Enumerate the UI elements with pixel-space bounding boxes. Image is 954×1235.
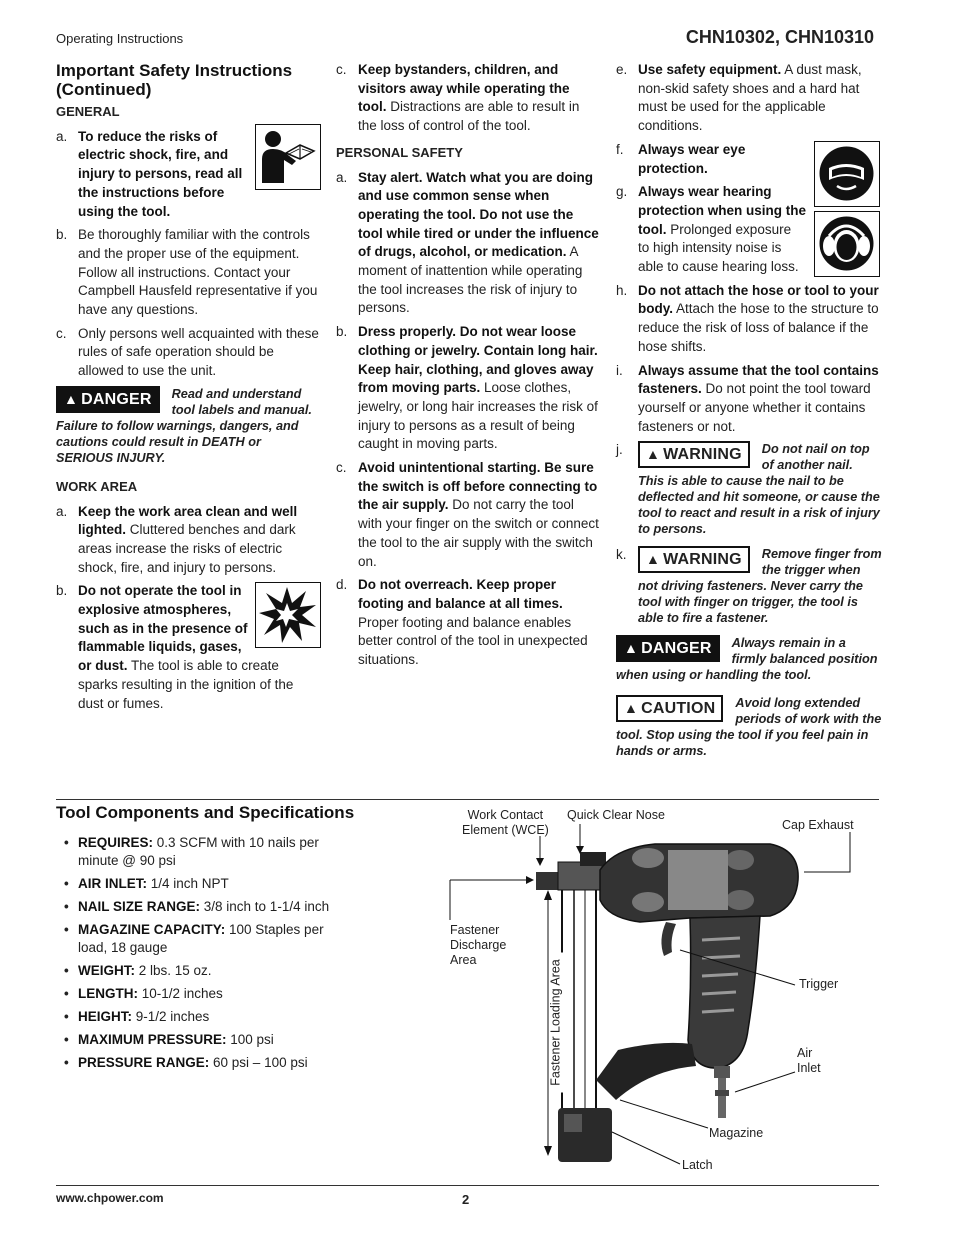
section-work-area: WORK AREA: [56, 478, 138, 494]
spec-value: 1/4 inch NPT: [147, 876, 229, 891]
column-personal-safety: [336, 61, 601, 675]
section-personal-safety: PERSONAL SAFETY: [336, 144, 463, 160]
spec-item: [64, 921, 344, 957]
danger-notice: ▲ DANGER Always remain in a firmly balanced position when using or handling the tool.: [616, 636, 878, 683]
spec-value: 2 lbs. 15 oz.: [135, 963, 212, 978]
warning-triangle-icon: ▲: [624, 700, 639, 717]
spec-value: 100 psi: [226, 1032, 274, 1047]
list-item: a. To reduce the risks of electric shock, fire, and injury to persons, read all the instructions before using the tool.: [56, 128, 321, 222]
latch-label: Latch: [682, 1158, 713, 1172]
warning-triangle-icon: ▲: [624, 640, 639, 657]
bullet: •: [64, 876, 69, 891]
spec-value: 10-1/2 inches: [138, 986, 223, 1001]
warning-badge: ▲ WARNING: [638, 441, 750, 468]
spec-label: LENGTH:: [78, 986, 138, 1001]
header-section-title: Operating Instructions: [56, 31, 184, 46]
warning-triangle-icon: ▲: [646, 551, 661, 568]
trigger-label: Trigger: [799, 977, 839, 991]
list-item: c. Only persons well acquainted with these rules of safe operation should be allowed to use the unit.: [56, 325, 319, 379]
list-item: a. Stay alert. Watch what you are doing and use common sense when operating the tool. Do not use the tool while tired or under the influence of drugs, alcohol, or medication. A moment of inattention while operating the tool increases the risk of injury to persons.: [336, 169, 599, 316]
spec-label: REQUIRES:: [78, 835, 154, 850]
spec-item: [64, 834, 344, 870]
specs-title: Tool Components and Specifications: [56, 803, 355, 822]
specs-list: [64, 834, 344, 1077]
danger-badge: ▲ DANGER: [616, 635, 720, 662]
list-item: j. ▲ WARNING Do not nail on top of another nail. This is able to cause the nail to be deflected and hit someone, or cause the tool to react and result in a risk of injury to persons.: [616, 442, 880, 537]
fastener-discharge-label: Fastener Discharge Area: [450, 923, 507, 967]
list-item: e. Use safety equipment. A dust mask, non-skid safety shoes and a hard hat must be used for the applicable conditions.: [616, 62, 862, 134]
page-number: 2: [462, 1192, 470, 1207]
warning-triangle-icon: ▲: [646, 446, 661, 463]
bullet: •: [64, 1055, 69, 1070]
spec-value: 60 psi – 100 psi: [209, 1055, 308, 1070]
read-manual-icon: [255, 124, 321, 190]
caution-badge: ▲ CAUTION: [616, 695, 723, 722]
cap-exhaust-label: Cap Exhaust: [782, 818, 854, 832]
list-item: b. Dress properly. Do not wear loose clothing or jewelry. Contain long hair. Keep hair, clothing, and gloves away from moving parts. Loose clothes, jewelry, or long hair increases the risk of injury to persons as a result of being caught in moving parts.: [336, 324, 598, 452]
spec-label: AIR INLET:: [78, 876, 147, 891]
list-item: k. ▲ WARNING Remove finger from the trigger when not driving fasteners. Never carry the tool with finger on trigger, the tool is able to fire a fastener.: [616, 547, 882, 626]
spec-label: MAGAZINE CAPACITY:: [78, 922, 226, 937]
tool-diagram: [440, 800, 880, 1185]
warning-triangle-icon: ▲: [64, 390, 79, 407]
bullet: •: [64, 835, 69, 850]
bullet: •: [64, 899, 69, 914]
hearing-protection-icon: [814, 211, 880, 277]
list-item: f. Always wear eye protection.: [616, 141, 746, 176]
spec-label: MAXIMUM PRESSURE:: [78, 1032, 227, 1047]
list-item: b. Be thoroughly familiar with the controls and the proper use of the equipment. Follow all instructions. Contact your Campbell Hausfeld representative if you have any questions.: [56, 227, 318, 318]
spec-value: 100 Staples per load, 18 gauge: [78, 922, 324, 955]
list-item: c. Avoid unintentional starting. Be sure the switch is off before connecting to the air supply. Do not carry the tool with your finger on the switch or connect the tool to the air supply with the switch on.: [336, 460, 599, 569]
bullet: •: [64, 963, 69, 978]
footer-url: www.chpower.com: [56, 1191, 164, 1205]
page-title: Important Safety Instructions (Continued): [56, 61, 293, 99]
warning-badge: ▲ WARNING: [638, 546, 750, 573]
spec-item: [64, 875, 344, 893]
column-safety-equipment: [616, 61, 882, 771]
explosion-icon: [255, 582, 321, 648]
danger-notice: ▲ DANGER Read and understand tool labels and manual. Failure to follow warnings, dangers, and cautions could result in DEATH or SERIOUS INJURY.: [56, 386, 312, 465]
spec-label: NAIL SIZE RANGE:: [78, 899, 201, 914]
spec-item: [64, 1054, 344, 1072]
list-item: c. Keep bystanders, children, and visitors away while operating the tool. Distractions are able to result in the loss of control of the tool.: [336, 62, 580, 134]
spec-value: 9-1/2 inches: [132, 1009, 210, 1024]
nailer-illustration: [440, 800, 880, 1185]
spec-label: WEIGHT:: [78, 963, 135, 978]
wce-label: Work Contact Element (WCE): [462, 808, 549, 837]
header-model-numbers: CHN10302, CHN10310: [685, 27, 874, 47]
eye-protection-icon: [814, 141, 880, 207]
spec-item: [64, 1031, 344, 1049]
spec-label: HEIGHT:: [78, 1009, 132, 1024]
bullet: •: [64, 1009, 69, 1024]
spec-item: [64, 962, 344, 980]
air-inlet-label: Air Inlet: [797, 1046, 821, 1075]
list-item: g. Always wear hearing protection when using the tool. Prolonged exposure to high intensity noise is able to cause hearing loss.: [616, 184, 806, 275]
list-item: h. Do not attach the hose or tool to your body. Attach the hose to the structure to reduce the risk of loss of balance if the hose shifts.: [616, 282, 879, 354]
spec-label: PRESSURE RANGE:: [78, 1055, 210, 1070]
spec-value: 0.3 SCFM with 10 nails per minute @ 90 psi: [78, 835, 319, 868]
spec-value: 3/8 inch to 1-1/4 inch: [200, 899, 330, 914]
list-item: i. Always assume that the tool contains fasteners. Do not point the tool toward yourself or anyone whether it contains fasteners or not.: [616, 362, 879, 434]
list-item: b. Do not operate the tool in explosive atmospheres, such as in the presence of flammable liquids, gases, or dust. The tool is able to create sparks resulting in the ignition of the dust or fumes.: [56, 582, 321, 713]
caution-notice: ▲ CAUTION Avoid long extended periods of work with the tool. Stop using the tool if you feel pain in hands or arms.: [616, 696, 882, 759]
fastener-loading-area-label: Fastener Loading Area: [549, 953, 564, 1093]
list-item: d. Do not overreach. Keep proper footing and balance at all times. Proper footing and balance enables better control of the tool in unexpected situations.: [336, 577, 588, 668]
section-general: GENERAL: [56, 104, 120, 119]
list-item: a. Keep the work area clean and well lighted. Cluttered benches and dark areas increase the risks of electric shock, fire, and injury to persons.: [56, 503, 298, 575]
bullet: •: [64, 986, 69, 1001]
magazine-label: Magazine: [709, 1126, 764, 1140]
column-general: [56, 61, 321, 718]
spec-item: [64, 898, 344, 916]
bullet: •: [64, 1032, 69, 1047]
spec-item: [64, 985, 344, 1003]
quick-clear-nose-label: Quick Clear Nose: [567, 808, 665, 822]
bullet: •: [64, 922, 69, 937]
danger-badge: ▲ DANGER: [56, 386, 160, 413]
protection-group: [616, 141, 882, 277]
footer-divider: [56, 1185, 879, 1186]
spec-item: [64, 1008, 344, 1026]
